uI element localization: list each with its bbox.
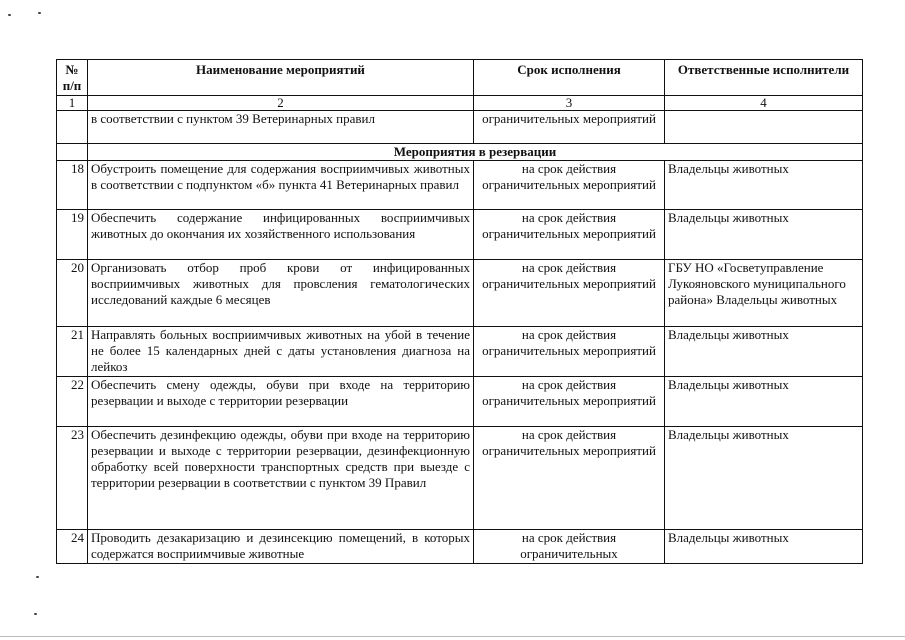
continued-row — [57, 111, 863, 144]
measure-responsible: Владельцы животных — [665, 327, 863, 377]
section-spacer — [57, 144, 88, 161]
measure-description: Обеспечить содержание инфицированных восприимчивых животных до окончания их хозяйственного использования — [88, 210, 474, 260]
table-row — [57, 530, 863, 564]
measure-description: Направлять больных восприимчивых животных на убой в течение не более 15 календарных дней с даты установления диагноза на лейкоз — [88, 327, 474, 377]
measure-responsible: Владельцы животных — [665, 161, 863, 210]
row-number: 22 — [57, 377, 88, 427]
measure-term: на срок действия ограничительных мероприятий — [474, 377, 665, 427]
row-number: 18 — [57, 161, 88, 210]
row-number: 20 — [57, 260, 88, 327]
measure-term: на срок действия ограничительных мероприятий — [474, 260, 665, 327]
column-number-row — [57, 96, 863, 111]
measure-description: Обеспечить дезинфекцию одежды, обуви при входе на территорию резервации и выходе с территории резервации, дезинфекционную обработку всей поверхности транспортных средств при выезде с территории резервации в соответствии с пунктом 39 Правил — [88, 427, 474, 530]
measure-responsible: Владельцы животных — [665, 427, 863, 530]
row-number — [57, 111, 88, 144]
scan-speck — [34, 613, 37, 615]
measure-term: ограничительных мероприятий — [474, 111, 665, 144]
measure-term: на срок действия ограничительных мероприятий — [474, 210, 665, 260]
measure-term: на срок действия ограничительных мероприятий — [474, 427, 665, 530]
column-number: 1 — [57, 96, 88, 111]
scan-speck — [8, 14, 11, 16]
page-bottom-edge — [0, 636, 905, 637]
row-number: 19 — [57, 210, 88, 260]
measure-description: в соответствии с пунктом 39 Ветеринарных правил — [88, 111, 474, 144]
measure-responsible: Владельцы животных — [665, 377, 863, 427]
section-title: Мероприятия в резервации — [88, 144, 863, 161]
column-number: 4 — [665, 96, 863, 111]
table-row — [57, 210, 863, 260]
header-resp: Ответственные исполнители — [665, 60, 863, 96]
table-header-row — [57, 60, 863, 96]
header-name: Наименование мероприятий — [88, 60, 474, 96]
measures-table — [56, 59, 863, 564]
measure-responsible — [665, 111, 863, 144]
table-row — [57, 161, 863, 210]
header-num: № п/п — [57, 60, 88, 96]
measure-term: на срок действия ограничительных мероприятий — [474, 161, 665, 210]
measure-description: Обустроить помещение для содержания восприимчивых животных в соответствии с подпунктом «б» пункта 41 Ветеринарных правил — [88, 161, 474, 210]
measure-description: Обеспечить смену одежды, обуви при входе на территорию резервации и выходе с территории резервации — [88, 377, 474, 427]
scan-speck — [36, 576, 39, 578]
measure-term: на срок действия ограничительных мероприятий — [474, 327, 665, 377]
table-row — [57, 377, 863, 427]
column-number: 3 — [474, 96, 665, 111]
row-number: 21 — [57, 327, 88, 377]
measures-body — [57, 161, 863, 564]
row-number: 24 — [57, 530, 88, 564]
measure-responsible: Владельцы животных — [665, 210, 863, 260]
row-number: 23 — [57, 427, 88, 530]
measure-description: Организовать отбор проб крови от инфицированных восприимчивых животных для провсления гематологических исследований каждые 6 месяцев — [88, 260, 474, 327]
table-row — [57, 260, 863, 327]
measure-responsible: ГБУ НО «Госветуправление Лукояновского муниципального района» Владельцы животных — [665, 260, 863, 327]
header-term: Срок исполнения — [474, 60, 665, 96]
scan-speck — [38, 12, 41, 14]
measure-description: Проводить дезакаризацию и дезинсекцию помещений, в которых содержатся восприимчивые животные — [88, 530, 474, 564]
table-row — [57, 327, 863, 377]
measure-term: на срок действия ограничительных — [474, 530, 665, 564]
table-row — [57, 427, 863, 530]
section-row — [57, 144, 863, 161]
measure-responsible: Владельцы животных — [665, 530, 863, 564]
column-number: 2 — [88, 96, 474, 111]
